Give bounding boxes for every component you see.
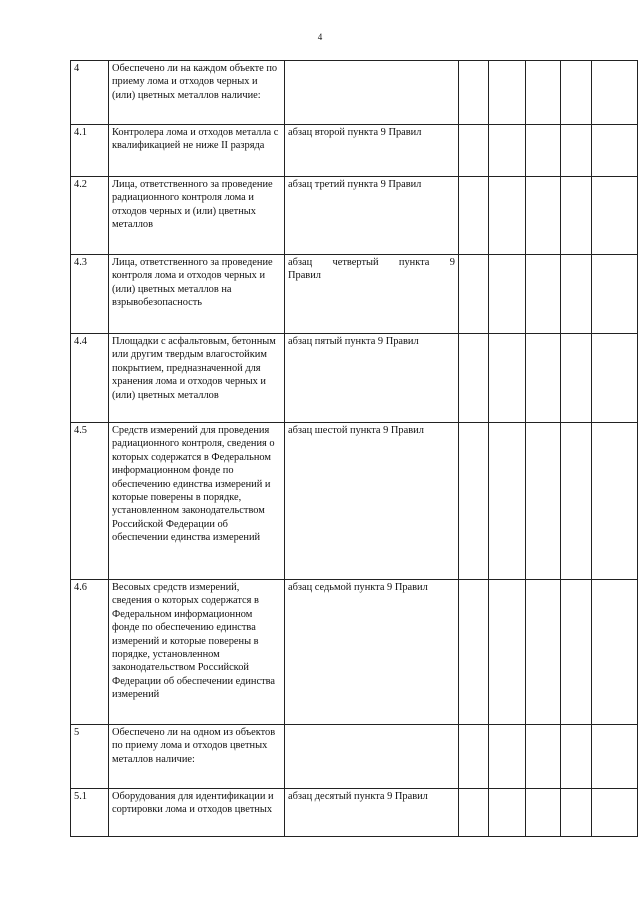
answer-cell[interactable] xyxy=(489,255,526,334)
page-number: 4 xyxy=(317,32,323,42)
answer-cell[interactable] xyxy=(459,255,489,334)
answer-cell[interactable] xyxy=(489,61,526,125)
item-reference: абзац пятый пункта 9 Правил xyxy=(285,334,459,423)
answer-cell[interactable] xyxy=(459,725,489,789)
answer-cell[interactable] xyxy=(489,725,526,789)
answer-cell[interactable] xyxy=(592,423,638,580)
reference-word: пункта xyxy=(398,257,430,268)
answer-cell[interactable] xyxy=(459,423,489,580)
item-reference: абзац десятый пункта 9 Правил xyxy=(285,789,459,837)
answer-cell[interactable] xyxy=(561,789,592,837)
item-reference: абзац шестой пункта 9 Правил xyxy=(285,423,459,580)
answer-cell[interactable] xyxy=(489,125,526,177)
answer-cell[interactable] xyxy=(459,177,489,255)
table-row xyxy=(71,423,638,580)
answer-cell[interactable] xyxy=(459,125,489,177)
item-description: Обеспечено ли на одном из объектов по приему лома и отходов цветных металлов наличие: xyxy=(109,725,285,789)
reference-line: Правил xyxy=(288,270,321,282)
table-row xyxy=(71,177,638,255)
item-reference xyxy=(285,725,459,789)
table-row xyxy=(71,255,638,334)
reference-word: 9 xyxy=(449,257,455,268)
item-description: Контролера лома и отходов металла с квалификацией не ниже II разряда xyxy=(109,125,285,177)
reference-line xyxy=(288,256,455,269)
item-number: 4.2 xyxy=(71,177,109,255)
answer-cell[interactable] xyxy=(592,61,638,125)
answer-cell[interactable] xyxy=(526,580,561,725)
table-row xyxy=(71,789,638,837)
answer-cell[interactable] xyxy=(526,125,561,177)
answer-cell[interactable] xyxy=(561,423,592,580)
answer-cell[interactable] xyxy=(489,423,526,580)
item-number: 4.4 xyxy=(71,334,109,423)
answer-cell[interactable] xyxy=(561,177,592,255)
item-reference xyxy=(285,61,459,125)
item-description: Лица, ответственного за проведение контроля лома и отходов черных и (или) цветных металлов на взрывобезопасность xyxy=(109,255,285,334)
answer-cell[interactable] xyxy=(526,61,561,125)
answer-cell[interactable] xyxy=(459,334,489,423)
item-number: 5 xyxy=(71,725,109,789)
item-description: Весовых средств измерений, сведения о которых содержатся в Федеральном информационном фонде по обеспечению единства измерений и которые поверены в порядке, установленном законодательством Российской Федерации об обеспечении единства измерений xyxy=(109,580,285,725)
answer-cell[interactable] xyxy=(561,334,592,423)
answer-cell[interactable] xyxy=(592,789,638,837)
answer-cell[interactable] xyxy=(592,580,638,725)
answer-cell[interactable] xyxy=(526,255,561,334)
item-number: 4.3 xyxy=(71,255,109,334)
item-reference xyxy=(285,255,459,334)
item-description: Средств измерений для проведения радиационного контроля, сведения о которых содержатся в Федеральном информационном фонде по обеспечению единства измерений и которые поверены в порядке, установленном законодательством Российской Федерации об обеспечении единства измерений xyxy=(109,423,285,580)
table-row xyxy=(71,125,638,177)
answer-cell[interactable] xyxy=(489,580,526,725)
answer-cell[interactable] xyxy=(526,177,561,255)
table-row xyxy=(71,61,638,125)
reference-word: абзац xyxy=(288,257,313,268)
answer-cell[interactable] xyxy=(459,580,489,725)
item-description: Оборудования для идентификации и сортировки лома и отходов цветных xyxy=(109,789,285,837)
item-number: 5.1 xyxy=(71,789,109,837)
item-number: 4.1 xyxy=(71,125,109,177)
answer-cell[interactable] xyxy=(526,725,561,789)
answer-cell[interactable] xyxy=(489,334,526,423)
answer-cell[interactable] xyxy=(489,177,526,255)
answer-cell[interactable] xyxy=(592,725,638,789)
answer-cell[interactable] xyxy=(526,789,561,837)
answer-cell[interactable] xyxy=(561,255,592,334)
item-number: 4 xyxy=(71,61,109,125)
answer-cell[interactable] xyxy=(561,125,592,177)
reference-word: четвертый xyxy=(332,257,379,268)
answer-cell[interactable] xyxy=(489,789,526,837)
answer-cell[interactable] xyxy=(561,61,592,125)
answer-cell[interactable] xyxy=(592,177,638,255)
answer-cell[interactable] xyxy=(526,423,561,580)
item-number: 4.5 xyxy=(71,423,109,580)
answer-cell[interactable] xyxy=(561,580,592,725)
item-description: Площадки с асфальтовым, бетонным или другим твердым влагостойким покрытием, предназначенной для хранения лома и отходов черных и (или) цветных металлов xyxy=(109,334,285,423)
item-description: Обеспечено ли на каждом объекте по приему лома и отходов черных и (или) цветных металлов наличие: xyxy=(109,61,285,125)
answer-cell[interactable] xyxy=(592,334,638,423)
answer-cell[interactable] xyxy=(592,255,638,334)
answer-cell[interactable] xyxy=(592,125,638,177)
answer-cell[interactable] xyxy=(459,61,489,125)
item-description: Лица, ответственного за проведение радиационного контроля лома и отходов черных и (или) цветных металлов xyxy=(109,177,285,255)
item-reference: абзац третий пункта 9 Правил xyxy=(285,177,459,255)
table-row xyxy=(71,334,638,423)
checklist-table xyxy=(70,60,638,837)
item-reference: абзац седьмой пункта 9 Правил xyxy=(285,580,459,725)
item-number: 4.6 xyxy=(71,580,109,725)
table-row xyxy=(71,580,638,725)
table-row xyxy=(71,725,638,789)
answer-cell[interactable] xyxy=(526,334,561,423)
item-reference: абзац второй пункта 9 Правил xyxy=(285,125,459,177)
answer-cell[interactable] xyxy=(459,789,489,837)
answer-cell[interactable] xyxy=(561,725,592,789)
